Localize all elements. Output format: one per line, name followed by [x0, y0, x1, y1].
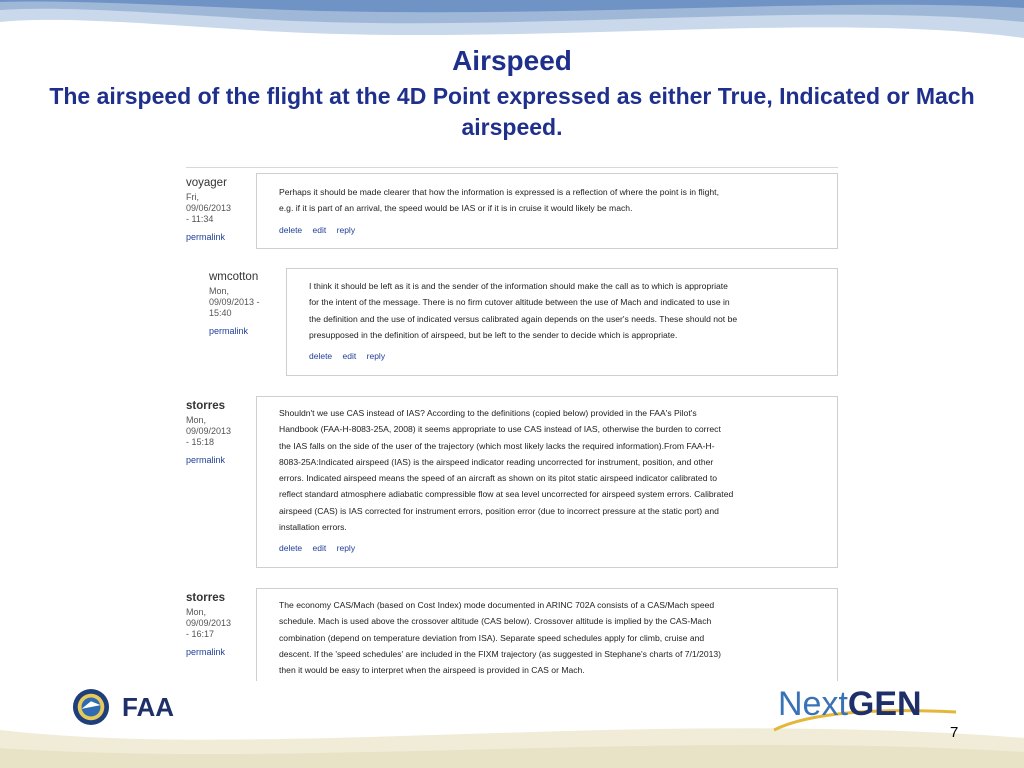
- comment-meta: [186, 400, 254, 466]
- comment-text: The economy CAS/Mach (based on Cost Index) mode documented in ARINC 702A consists of a CAS/Mach speed schedule. Mach is used above the crossover altitude (CAS below). Crossover altitude is implied by the CAS-Mach combination (depend on temperature deviation from ISA). Separate speed schedules apply for climb, cruise and descent. If the 'speed schedules' are included in the FIXM trajectory (as suggested in Stephane's charts of 7/1/2013) then it would be easy to interpret when the airspeed is provided in CAS or Mach.: [279, 600, 722, 676]
- delete-link[interactable]: delete: [309, 351, 333, 362]
- comment-body: [256, 588, 838, 681]
- comment-text: Perhaps it should be made clearer that how the information is expressed is a reflection of where the point is in flight, e.g. if it is part of an arrival, the speed would be IAS or if it is in cruise it would likely be mach.: [279, 187, 719, 214]
- comment-meta: [186, 177, 254, 243]
- comment-author[interactable]: voyager: [186, 177, 227, 189]
- comment-author[interactable]: wmcotton: [209, 271, 259, 283]
- reply-link[interactable]: reply: [336, 224, 356, 235]
- comment-thread-screenshot: [186, 167, 838, 681]
- reply-link[interactable]: reply: [366, 351, 386, 362]
- comment-meta: [209, 271, 285, 337]
- comment-day: Mon,: [186, 607, 207, 617]
- comment-time: - 16:17: [186, 629, 215, 639]
- permalink-link[interactable]: permalink: [186, 232, 226, 242]
- faa-logo: [72, 688, 174, 726]
- comment-date: 09/09/2013 -: [209, 297, 260, 307]
- comment-body: [286, 268, 838, 376]
- nextgen-wordmark: [778, 684, 922, 724]
- comment-date: 09/09/2013: [186, 618, 232, 628]
- permalink-link[interactable]: permalink: [209, 326, 249, 336]
- comment-date: 09/06/2013: [186, 203, 232, 213]
- faa-wordmark: FAA: [122, 691, 174, 722]
- edit-link[interactable]: edit: [342, 351, 357, 362]
- nextgen-next: Next: [778, 685, 848, 723]
- comment-day: Mon,: [209, 286, 230, 296]
- comment-meta: [186, 592, 254, 658]
- comment-text: Shouldn't we use CAS instead of IAS? According to the definitions (copied below) provided in the FAA's Pilot's Handbook (FAA-H-8083-25A, 2008) it seems appropriate to use CAS instead of IAS, otherwise the burden to correct the IAS falls on the side of the user of the trajectory (which most likely lacks the required information).From FAA-H- 8083-25A:Indicated airspeed (IAS) is the airspeed indicator reading uncorrected for instrument, position, and other errors. Indicated airspeed means the speed of an aircraft as shown on its pitot static airspeed indicator calibrated to reflect standard atmosphere adiabatic compressible flow at sea level uncorrected for airspeed system errors. Calibrated airspeed (CAS) is IAS corrected for instrument errors, position error (due to incorrect pressure at the static port) and installation errors.: [279, 408, 734, 533]
- faa-seal-icon: [72, 688, 110, 726]
- comment-actions: [309, 351, 815, 361]
- comment-day: Mon,: [186, 415, 207, 425]
- page-number: 7: [950, 724, 959, 741]
- slide-title-block: [40, 44, 984, 143]
- comment-text: I think it should be left as it is and the sender of the information should make the call as to which is appropriate for the intent of the message. There is no firm cutover altitude between the use of Mach and indicated to use in the definition and the use of indicated versus calibrated again depends on the user's needs. These should not be presupposed in the definition of airspeed, but be left to the sender to decide which is appropriate.: [309, 281, 738, 340]
- comment-author[interactable]: storres: [186, 400, 225, 412]
- permalink-link[interactable]: permalink: [186, 455, 226, 465]
- comment-date: 09/09/2013: [186, 426, 232, 436]
- edit-link[interactable]: edit: [312, 543, 327, 554]
- slide-subtitle: The airspeed of the flight at the 4D Point expressed as either True, Indicated or Mach airspeed.: [49, 83, 975, 140]
- comment-time: 15:40: [209, 308, 232, 318]
- reply-link[interactable]: reply: [336, 543, 356, 554]
- comment-body: [256, 173, 838, 249]
- delete-link[interactable]: delete: [279, 543, 303, 554]
- comment-time: - 11:34: [186, 214, 214, 224]
- comment-time: - 15:18: [186, 437, 215, 447]
- nextgen-logo: [770, 684, 960, 732]
- permalink-link[interactable]: permalink: [186, 647, 226, 657]
- comment-body: [256, 396, 838, 568]
- edit-link[interactable]: edit: [312, 224, 327, 235]
- comment-day: Fri,: [186, 192, 199, 202]
- slide-title: Airspeed: [452, 45, 572, 76]
- delete-link[interactable]: delete: [279, 224, 303, 235]
- comment-actions: [279, 225, 815, 235]
- comment-actions: [279, 543, 815, 553]
- comment-author[interactable]: storres: [186, 592, 225, 604]
- nextgen-gen: GEN: [847, 685, 922, 723]
